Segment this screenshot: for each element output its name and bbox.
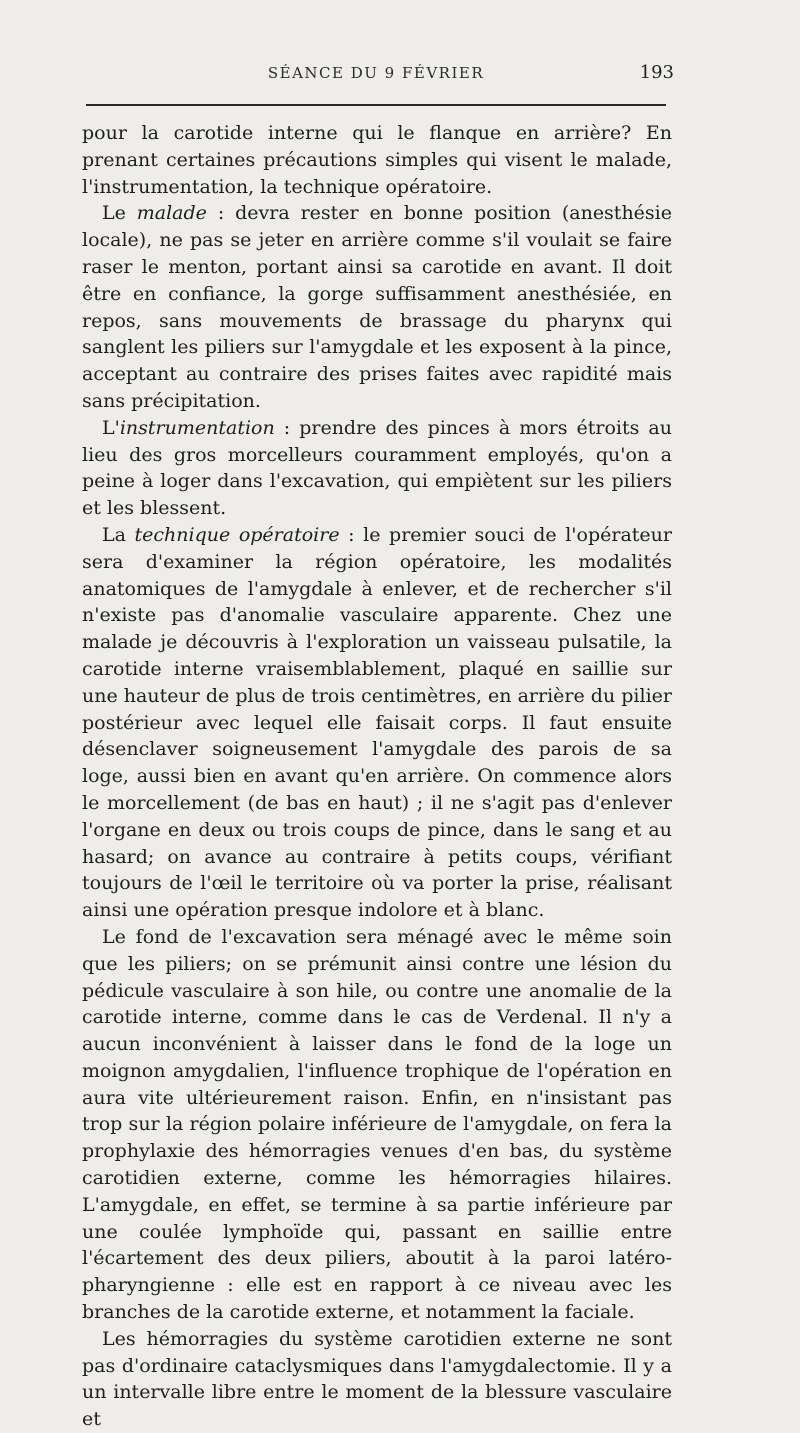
- running-head: SÉANCE DU 9 FÉVRIER: [267, 64, 485, 82]
- paragraph-4-text: : le premier souci de l'opérateur sera d'examiner la région opératoire, les modalités anatomiques de l'amygdale à enlever, et de rechercher s'il n'existe pas d'anomalie vasculaire apparente. Chez une malade je découvris à l'exploration un vaisseau pulsatile, la carotide interne vraisemblablement, plaqué en saillie sur une hauteur de plus de trois centimètres, en arrière du pilier postérieur avec lequel elle faisait corps. Il faut ensuite désenclaver soigneusement l'amygdale des parois de sa loge, aussi bien en avant qu'en arrière. On commence alors le morcellement (de bas en haut) ; il ne s'agit pas d'enlever l'organe en deux ou trois coups de pince, dans le sang et au hasard; on avance au contraire à petits coups, vérifiant toujours de l'œil le territoire où va porter la prise, réalisant ainsi une opération presque indolore et à blanc.: [82, 523, 672, 922]
- paragraph-1: [82, 120, 672, 200]
- paragraph-4-italic: technique opératoire: [134, 523, 340, 546]
- paragraph-2-lead: Le: [102, 202, 137, 225]
- paragraph-3-lead: L': [102, 416, 120, 439]
- paragraph-5: [82, 924, 672, 1326]
- paragraph-5-text: Le fond de l'excavation sera ménagé avec le même soin que les piliers; on se prémunit ainsi contre une lésion du pédicule vasculaire à son hile, ou contre une anomalie de la carotide interne, comme dans le cas de Verdenal. Il n'y a aucun inconvénient à laisser dans le fond de la loge un moignon amygdalien, l'influence trophique de l'opération en aura vite ultérieurement raison. Enfin, en n'insistant pas trop sur la région polaire inférieure de l'amygdale, on fera la prophylaxie des hémorragies venues d'en bas, du système carotidien externe, comme les hémorragies hilaires. L'amygdale, en effet, se termine à sa partie inférieure par une coulée lymphoïde qui, passant en saillie entre l'écartement des deux piliers, aboutit à la paroi latéro-pharyngienne : elle est en rapport à ce niveau avec les branches de la carotide externe, et notamment la faciale.: [82, 925, 672, 1324]
- page-header: [82, 60, 674, 88]
- paragraph-4: [82, 522, 672, 924]
- paragraph-3: [82, 415, 672, 522]
- paragraph-6: [82, 1326, 672, 1433]
- body-text: [82, 120, 672, 1433]
- paragraph-2-text: : devra rester en bonne position (anesthésie locale), ne pas se jeter en arrière comme s'il voulait se faire raser le menton, portant ainsi sa carotide en avant. Il doit être en confiance, la gorge suffisamment anesthésiée, en repos, sans mouvements de brassage du pharynx qui sanglent les piliers sur l'amygdale et les exposent à la pince, acceptant au contraire des prises faites avec rapidité mais sans précipitation.: [82, 202, 672, 412]
- paragraph-3-text: : prendre des pinces à mors étroits au lieu des gros morcelleurs couramment employés, qu'on a peine à loger dans l'excavation, qui empiètent sur les piliers et les blessent.: [82, 416, 672, 520]
- header-rule: [86, 104, 666, 106]
- paragraph-1-text: pour la carotide interne qui le flanque en arrière? En prenant certaines précautions simples qui visent le malade, l'instrumentation, la technique opératoire.: [82, 122, 672, 198]
- paragraph-2: [82, 200, 672, 414]
- paragraph-2-italic: malade: [136, 202, 207, 225]
- paragraph-3-italic: instrumentation: [119, 416, 275, 439]
- paragraph-6-text: Les hémorragies du système carotidien externe ne sont pas d'ordinaire cataclysmiques dans l'amygdalectomie. Il y a un intervalle libre entre le moment de la blessure vasculaire et: [82, 1327, 672, 1431]
- page-number: 193: [639, 62, 674, 83]
- paragraph-4-lead: La: [102, 523, 135, 546]
